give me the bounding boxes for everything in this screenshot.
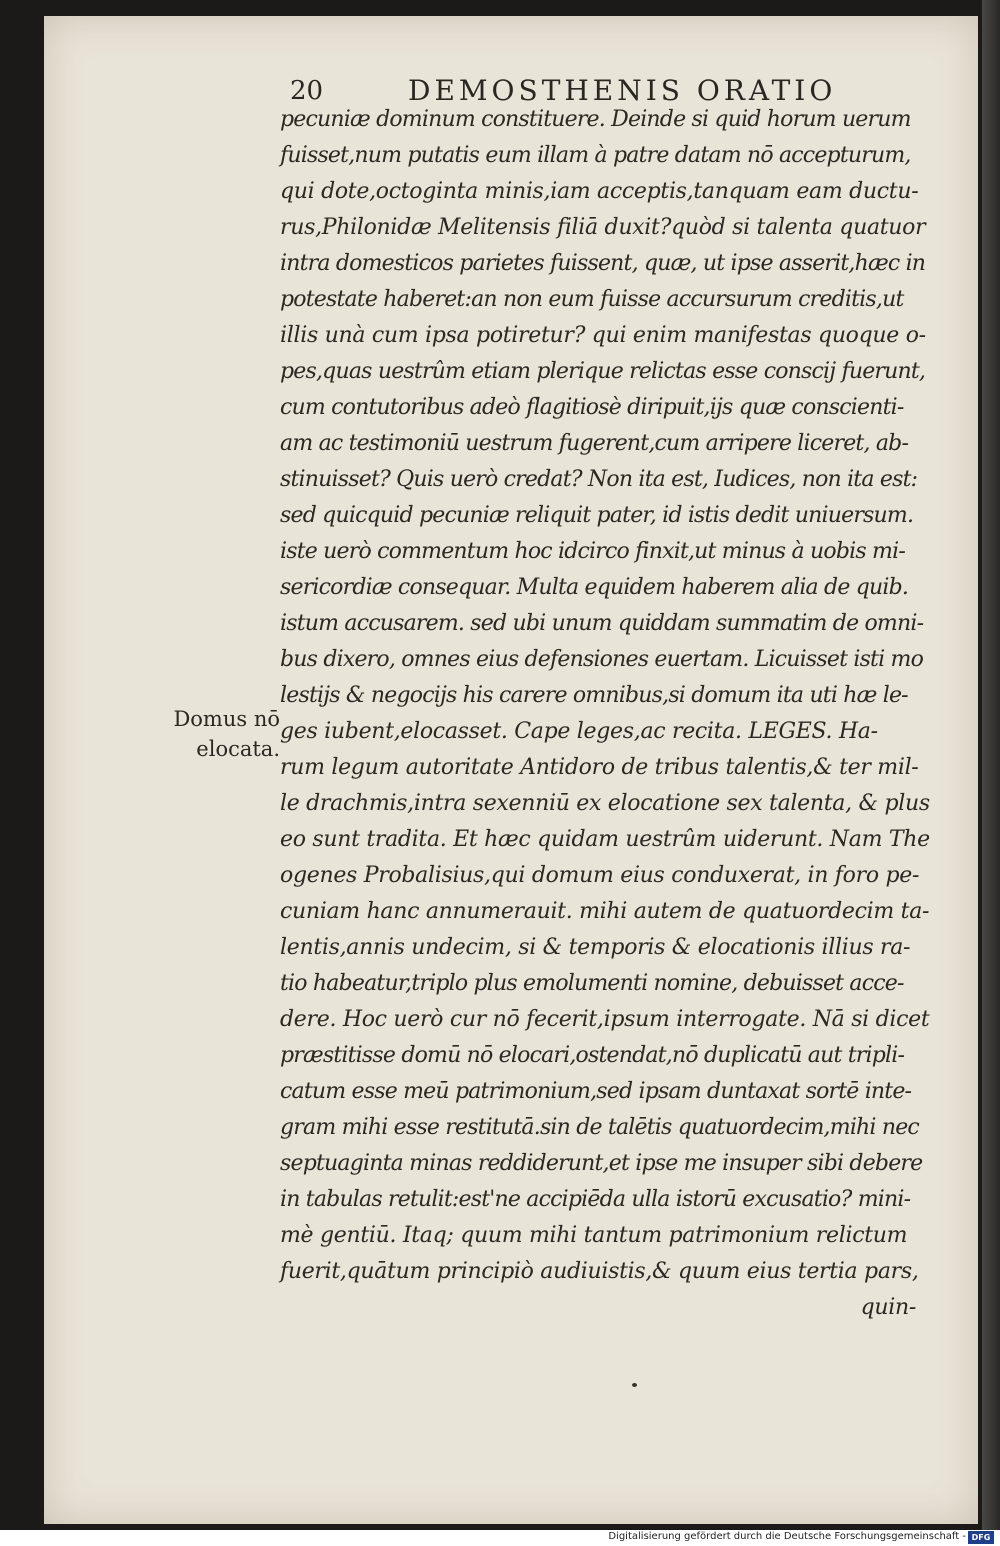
text-line: pecuniæ dominum constituere. Deinde si quid horum uerum [280,107,911,132]
text-line: eo sunt tradita. Et hæc quidam uestrûm uiderunt. Nam The [280,827,930,852]
text-line: rum legum autoritate Antidoro de tribus talentis,& ter mil- [280,755,919,780]
dfg-logo: DFG [968,1531,994,1544]
body-text [280,102,930,1326]
marginal-note-line: Domus nō [173,707,280,731]
text-line: dere. Hoc uerò cur nō fecerit,ipsum interrogate. Nā si dicet [280,1007,930,1032]
text-line: ogenes Probalisius,qui domum eius conduxerat, in foro pe- [280,863,920,888]
text-line: fuisset,num putatis eum illam à patre datam nō accepturum, [280,143,911,168]
text-line: septuaginta minas reddiderunt,et ipse me insuper sibi debere [280,1151,923,1176]
page-number: 20 [290,76,324,106]
text-line: iste uerò commentum hoc idcirco finxit,ut minus à uobis mi- [280,539,905,564]
book-edge [982,0,1000,1530]
text-line: mè gentiū. Itaq; quum mihi tantum patrimonium relictum [280,1223,908,1248]
text-line: tio habeatur,triplo plus emolumenti nomine, debuisset acce- [280,971,904,996]
running-title: DEMOSTHENIS ORATIO [408,74,837,107]
digitization-credit: Digitalisierung gefördert durch die Deutsche Forschungsgemeinschaft - [608,1531,966,1542]
text-line: rus,Philonidæ Melitensis filiā duxit?quòd si talenta quatuor [280,215,926,240]
ink-speck [632,1383,637,1387]
text-line: fuerit,quātum principiò audiuistis,& quum eius tertia pars, [280,1259,919,1284]
text-line: catum esse meū patrimonium,sed ipsam duntaxat sortē inte- [280,1079,912,1104]
text-line: lentis,annis undecim, si & temporis & elocationis illius ra- [280,935,911,960]
text-line: cuniam hanc annumerauit. mihi autem de quatuordecim ta- [280,899,930,924]
text-line: potestate haberet:an non eum fuisse accursurum creditis,ut [280,287,904,312]
text-line: in tabulas retulit:est'ne accipiēda ulla istorū excusatio? mini- [280,1187,911,1212]
text-line: ges iubent,elocasset. Cape leges,ac recita. LEGES. Ha- [280,719,878,744]
catchword: quin- [860,1295,916,1320]
text-line: intra domesticos parietes fuissent, quæ, ut ipse asserit,hæc in [280,251,926,276]
text-line: præstitisse domū nō elocari,ostendat,nō duplicatū aut tripli- [280,1043,905,1068]
text-line: istum accusarem. sed ubi unum quiddam summatim de omni- [280,611,924,636]
text-line: illis unà cum ipsa potiretur? qui enim manifestas quoque o- [280,323,926,348]
footer-bar [0,1530,1000,1546]
text-line: le drachmis,intra sexenniū ex elocatione sex talenta, & plus [280,791,930,816]
text-line: sericordiæ consequar. Multa equidem haberem alia de quib. [280,575,909,600]
text-line: lestijs & negocijs his carere omnibus,si domum ita uti hæ le- [280,683,908,708]
text-line: bus dixero, omnes eius defensiones euertam. Licuisset isti mo [280,647,924,672]
text-line: cum contutoribus adeò flagitiosè diripuit,ijs quæ conscienti- [280,395,904,420]
text-line: sed quicquid pecuniæ reliquit pater, id istis dedit uniuersum. [280,503,914,528]
text-line: stinuisset? Quis uerò credat? Non ita est, Iudices, non ita est: [280,467,918,492]
text-line: am ac testimoniū uestrum fugerent,cum arripere liceret, ab- [280,431,909,456]
text-line: pes,quas uestrûm etiam plerique relictas esse conscij fuerunt, [280,359,926,384]
marginal-note-line: elocata. [196,737,280,761]
marginal-note [150,704,280,764]
text-line: qui dote,octoginta minis,iam acceptis,tanquam eam ductu- [280,179,919,204]
text-line: gram mihi esse restitutā.sin de talētis quatuordecim,mihi nec [280,1115,919,1140]
